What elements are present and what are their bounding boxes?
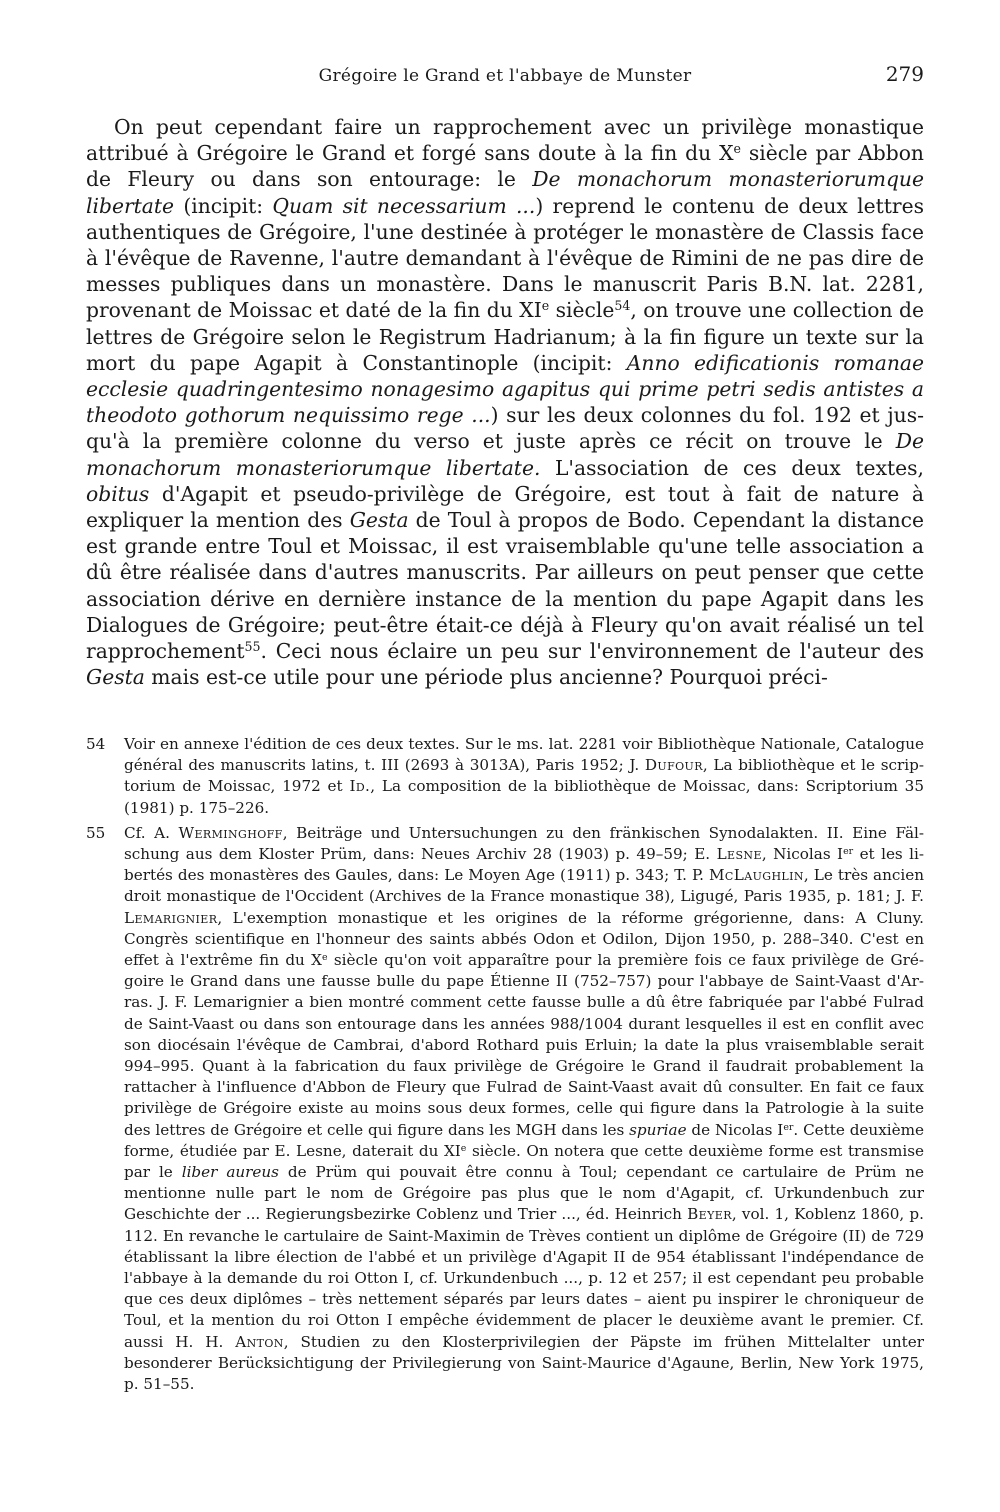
footnote-ref-55[interactable]: 55: [244, 639, 261, 655]
text-run: On peut cependant faire un rapprochement avec un privilège monastique attribué à Grégoire le Grand et forgé sans doute à la fin du X: [86, 115, 924, 166]
italic-term: Gesta: [349, 508, 409, 533]
main-text: [86, 114, 924, 690]
footnotes: [86, 734, 924, 1399]
footnote-ref-54[interactable]: 54: [614, 298, 631, 314]
author-name: Dufour: [644, 756, 703, 775]
text-run: (incipit:: [174, 193, 273, 218]
author-name: Lesne: [716, 845, 762, 864]
text-run: L'association de ces deux textes,: [540, 455, 925, 480]
text-run: de Toul à propos de Bodo. Cependant la distance est grande entre Toul et Moissac, il est vraisemblable qu'une telle association a dû être réalisée dans d'autres manuscrits. Par ailleurs on peut penser que cette association dérive en dernière instance de la mention du pape Agapit dans les Dialogues de Grégoire; peut-être était-ce déjà à Fleury qu'on avait réalisé un tel rapprochement: [86, 508, 924, 664]
footnote-55: [86, 823, 924, 1395]
text-run: siècle qu'on voit apparaître pour la première fois ce faux privilège de Grégoire le Grand dans une fausse bulle du pape Étienne II (752–757) pour l'abbaye de Saint-Vaast d'Arras. J. F. Lemarignier a bien montré comment cette fausse bulle a dû être fabriquée par l'abbé Fulrad de Saint-Vaast ou dans son entourage dans les années 988/1004 durant lesquelles il est en conflit avec son diocésain l'évêque de Cambrai, d'abord Rothard puis Erluin; la date la plus vraisemblable serait 994–995. Quant à la fabrication du faux privilège de Grégoire le Grand il faudrait probablement la rattacher à l'influence d'Abbon de Fleury que Fulrad de Saint-Vaast avait dû consulter. En fait ce faux privilège de Grégoire existe au moins sous deux formes, celle qui figure dans la Patrologie à la suite des lettres de Grégoire et celle qui figure dans les MGH dans les: [124, 951, 924, 1139]
text-run: , vol. 1, Koblenz 1860, p. 112. En revanche le cartulaire de Saint-Maximin de Trèves contient un diplôme de Grégoire (II) de 729 établissant la libre élection de l'abbé et un privilège d'Agapit II de 954 établissant l'indépendance de l'abbaye à la demande du roi Otton I, cf. Urkundenbuch ..., p. 12 et 257; il est cependant peu probable que ces deux diplômes – très nettement séparés par leurs dates – aient pu inspirer le chroniqueur de Toul, et la mention du roi Otton I empêche évidemment de placer le deuxième avant le premier. Cf. aussi H. H.: [124, 1205, 924, 1351]
text-run: ) sur les deux colonnes du fol. 192 et jusqu'à la première colonne du verso et juste après ce récit on trouve le: [86, 403, 924, 454]
footnote-number: 55: [86, 823, 106, 842]
body-paragraph: [86, 114, 924, 690]
text-run: siècle. On notera que cette deuxième forme est transmise par le: [124, 1141, 924, 1182]
text-run: siècle par Abbon de Fleury ou dans son entourage: le: [86, 141, 924, 192]
italic-term: spuriae: [629, 1120, 687, 1139]
text-run: et les libertés des monastères des Gaules, dans: Le Moyen Age (1911) p. 343; T. P.: [124, 845, 925, 885]
text-run: , La bibliothèque et le scriptorium de Moissac, 1972 et: [124, 756, 924, 796]
author-name: Beyer: [687, 1205, 732, 1224]
text-run: de Nicolas I: [686, 1120, 784, 1139]
running-head: [86, 62, 924, 92]
text-run: , Studien zu den Klosterprivilegien der Päpste im frühen Mittelalter unter besonderer Berücksichtigung der Privilegierung von Saint-Maurice d'Agaune, Berlin, New York 1975, p. 51–55.: [124, 1332, 924, 1394]
text-run: ) reprend le contenu de deux lettres authentiques de Grégoire, l'une destinée à protéger le monastère de Classis face à l'évêque de Ravenne, l'autre demandant à l'évêque de Rimini de ne pas dire de messes publiques dans un monastère. Dans le manuscrit Paris B.N. lat. 2281, provenant de Moissac et daté de la fin du XI: [86, 193, 925, 323]
page-number: 279: [885, 62, 924, 86]
footnote-number: 54: [86, 735, 106, 753]
superscript: e: [460, 1142, 467, 1154]
author-name: Anton: [235, 1332, 284, 1351]
italic-term: liber aureus: [181, 1163, 279, 1182]
text-run: siècle: [549, 298, 615, 323]
footnote-54: [86, 734, 924, 819]
text-run: de Prüm qui pouvait être connu à Toul; cependant ce cartulaire de Prüm ne mentionne nulle part le nom de Grégoire pas plus que le nom d'Agapit, cf. Urkundenbuch zur Geschichte der ... Regierungsbezirke Coblenz und Trier ..., éd. Heinrich: [124, 1163, 924, 1224]
italic-term: obitus: [86, 481, 150, 506]
author-name: Lemarignier: [124, 908, 218, 927]
text-run: , on trouve une collection de lettres de Grégoire selon le Registrum Hadrianum; à la fin figure un texte sur la mort du pape Agapit à Constantinople (incipit:: [86, 298, 924, 375]
superscript: e: [321, 951, 328, 963]
text-run: Voir en annexe l'édition de ces deux textes. Sur le ms. lat. 2281 voir Bibliothèque Nationale, Catalogue général des manuscrits latins, t. III (2693 à 3013A), Paris 1952; J.: [124, 735, 924, 775]
text-run: , L'exemption monastique et les origines de la réforme grégorienne, dans: A Cluny. Congrès scientifique en l'honneur des saints abbés Odon et Odilon, Dijon 1950, p. 288–340. C'est en effet à l'extrême fin du X: [124, 908, 924, 970]
italic-term: Gesta: [86, 665, 145, 690]
italic-title: De monachorum monasteriorumque libertate.: [86, 429, 924, 480]
text-run: , La composition de la bibliothèque de Moissac, dans: Scriptorium 35 (1981) p. 175–226.: [124, 777, 924, 817]
text-run: , Nicolas I: [761, 845, 844, 864]
text-run: , Le très ancien droit monastique de l'Occident (Archives de la France monastique 38), Ligugé, Paris 1935, p. 181; J. F.: [124, 866, 924, 906]
italic-incipit: Anno edificationis romanae ecclesie quadringentesimo nonagesimo agapitus qui prime petri sedis antistes a theodoto gothorum nequissimo rege ...: [86, 350, 924, 428]
superscript: e: [541, 298, 550, 314]
text-run: , Beiträge und Untersuchungen zu den fränkischen Synodalakten. II. Eine Fälschung aus dem Kloster Prüm, dans: Neues Archiv 28 (1903) p. 49–59; E.: [124, 823, 924, 864]
superscript: e: [733, 141, 741, 157]
author-name: McLaughlin: [708, 866, 804, 885]
author-name: Werminghoff: [178, 823, 283, 842]
text-run: Cf. A.: [124, 823, 179, 842]
text-run: . Cette deuxième forme, étudiée par E. Lesne, daterait du XI: [124, 1120, 925, 1160]
text-run: mais est-ce utile pour une période plus ancienne? Pourquoi préci-: [144, 665, 828, 690]
running-title: Grégoire le Grand et l'abbaye de Munster: [318, 66, 692, 86]
text-run: d'Agapit et pseudo-privilège de Grégoire, est tout à fait de nature à expliquer la mention des: [86, 481, 924, 533]
italic-incipit: Quam sit necessarium ...: [272, 193, 536, 218]
superscript: er: [783, 1121, 794, 1133]
superscript: er: [843, 845, 854, 857]
italic-title: De monachorum monasteriorumque libertate: [86, 167, 924, 218]
text-run: . Ceci nous éclaire un peu sur l'environnement de l'auteur des: [260, 639, 924, 664]
author-name: Id.: [349, 777, 371, 796]
